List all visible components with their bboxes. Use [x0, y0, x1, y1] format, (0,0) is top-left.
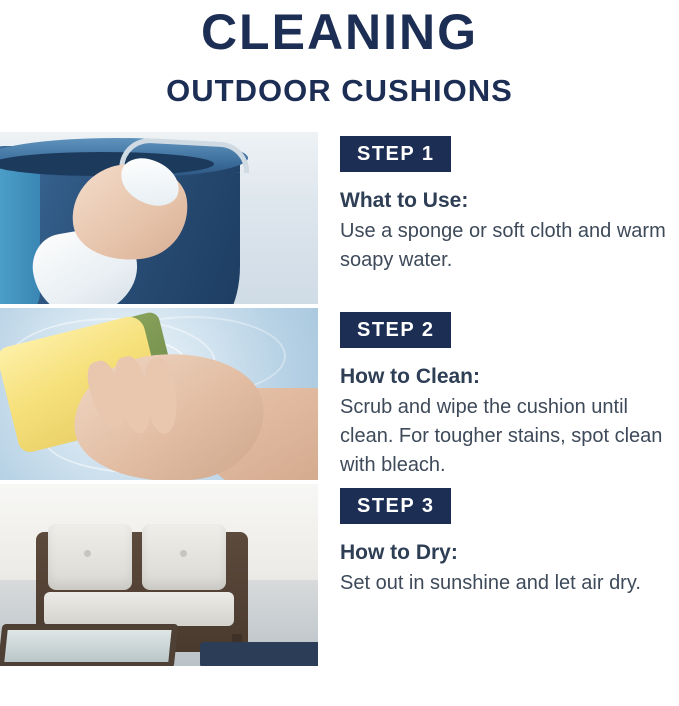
rug-shape [200, 642, 318, 666]
step-text-block [318, 484, 679, 598]
step-row [0, 308, 679, 480]
step-heading: How to Clean: [340, 365, 480, 388]
step-badge: STEP 1 [340, 136, 451, 172]
step-badge: STEP 2 [340, 312, 451, 348]
hand-wiping-blue-bucket-photo [0, 132, 318, 304]
cushion-tuft-shape [180, 550, 187, 557]
step-row [0, 132, 679, 304]
step-text-block [318, 308, 679, 480]
hand-holding-yellow-sponge-over-water-photo [0, 308, 318, 480]
outdoor-wicker-sofa-with-cushions-photo [0, 484, 318, 666]
back-cushion-shape [142, 524, 226, 590]
step-heading: How to Dry: [340, 541, 458, 564]
seat-cushion-shape [44, 592, 234, 626]
page-subtitle: OUTDOOR CUSHIONS [166, 73, 513, 108]
page-header [0, 0, 679, 112]
back-cushion-shape [48, 524, 132, 590]
steps-list [0, 132, 679, 666]
step-row [0, 484, 679, 666]
step-badge: STEP 3 [340, 488, 451, 524]
step-body: Set out in sunshine and let air dry. [340, 572, 641, 594]
step-text-block [318, 132, 679, 275]
cushion-tuft-shape [84, 550, 91, 557]
coffee-table-shape [0, 624, 178, 666]
step-body: Scrub and wipe the cushion until clean. For tougher stains, spot clean with bleach. [340, 396, 663, 476]
page-title: CLEANING [200, 4, 479, 60]
step-body: Use a sponge or soft cloth and warm soapy water. [340, 220, 666, 271]
bucket-side-shape [0, 152, 40, 304]
step-heading: What to Use: [340, 189, 469, 212]
